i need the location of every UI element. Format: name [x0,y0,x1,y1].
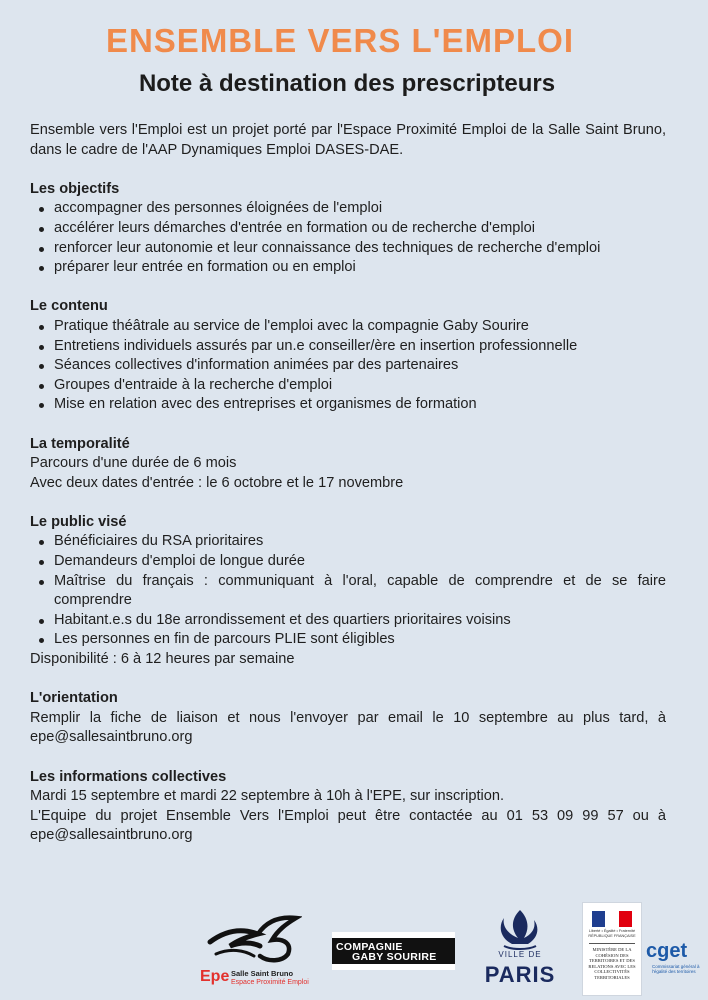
informations-text: Mardi 15 septembre et mardi 22 septembre à 10h à l'EPE, sur inscription. [30,788,505,805]
section-heading: L'orientation [30,690,118,707]
document-subtitle: Note à destination des prescripteurs [138,70,556,97]
cget-logo-sub: Commissariat général à l'égalité des territoires [652,964,700,975]
section-heading: Les objectifs [30,180,120,197]
intro-paragraph: Ensemble vers l'Emploi est un projet porté par l'Espace Proximité Emploi de la Salle Saint Bruno, dans le cadre de l'AAP Dynamiques Emploi DASES-DAE. [30,122,666,158]
section-heading: Le public visé [30,513,127,530]
paris-ship-icon [482,908,558,950]
partner-logos [0,898,708,1000]
list-item: Maîtrise du français : communiquant à l'oral, capable de comprendre et de se faire comprendre [54,572,666,611]
availability-note: Disponibilité : 6 à 12 heures par semaine [30,651,295,668]
ministere-logo [582,902,642,996]
section-temporalite [30,435,666,494]
contact-paragraph: L'Equipe du projet Ensemble Vers l'Emploi peut être contactée au 01 53 09 99 57 ou à epe@sallesaintbruno.org [30,807,666,844]
epe-logo-word: Epe [200,968,230,985]
document-body [30,121,666,846]
list-item: Séances collectives d'information animées par des partenaires [54,356,666,376]
cget-logo-word: cget [646,940,688,962]
orientation-text: Remplir la fiche de liaison et nous l'envoyer par email le 10 septembre au plus tard, à epe@sallesaintbruno.org [30,709,666,746]
ministere-text: MINISTÈRE DE LA COHÉSION DES TERRITOIRES ET DES RELATIONS AVEC LES COLLECTIVITÉS TERRITORIALES [588,947,636,980]
section-informations [30,768,666,807]
list-item: Les personnes en fin de parcours PLIE sont éligibles [54,630,666,650]
section-contenu [30,297,666,415]
section-orientation [30,689,666,748]
list-item: Groupes d'entraide à la recherche d'emploi [54,376,666,396]
objectifs-list [30,199,666,277]
contenu-list [30,317,666,415]
document-title: ENSEMBLE VERS L'EMPLOI [105,22,575,59]
bird-icon [206,912,302,968]
epe-logo-line2: Espace Proximité Emploi [231,979,309,986]
list-item: Demandeurs d'emploi de longue durée [54,552,666,572]
public-list [30,532,666,650]
list-item: Bénéficiaires du RSA prioritaires [54,532,666,552]
temporalite-line: Avec deux dates d'entrée : le 6 octobre et le 17 novembre [30,474,404,491]
list-item: Entretiens individuels assurés par un.e conseiller/ère en insertion professionnelle [54,337,666,357]
french-flag-icon [592,911,632,927]
section-heading: La temporalité [30,435,130,452]
ministere-divider [589,943,635,944]
list-item: préparer leur entrée en formation ou en emploi [54,258,666,278]
section-objectifs [30,180,666,278]
gaby-logo-line2: GABY SOURIRE [352,951,437,963]
gaby-sourire-logo [332,932,455,970]
paris-logo-line1: VILLE DE [498,950,542,959]
list-item: accélérer leurs démarches d'entrée en formation ou de recherche d'emploi [54,219,666,239]
list-item: accompagner des personnes éloignées de l'emploi [54,199,666,219]
gaby-logo-line1: COMPAGNIE [336,941,403,953]
list-item: Pratique théâtrale au service de l'emploi avec la compagnie Gaby Sourire [54,317,666,337]
ville-de-paris-logo [482,908,558,994]
gaby-logo-band [332,938,455,964]
section-heading: Les informations collectives [30,768,227,785]
temporalite-line: Parcours d'une durée de 6 mois [30,455,237,472]
list-item: Habitant.e.s du 18e arrondissement et des quartiers prioritaires voisins [54,611,666,631]
section-public [30,513,666,670]
paris-logo-line2: PARIS [484,962,556,987]
epe-logo-line1: Salle Saint Bruno [231,969,294,978]
cget-logo [646,940,700,992]
list-item: renforcer leur autonomie et leur connaissance des techniques de recherche d'emploi [54,239,666,259]
epe-logo [198,912,308,990]
section-heading: Le contenu [30,298,108,315]
republique-francaise-text: Liberté • Égalité • Fraternité RÉPUBLIQUE FRANÇAISE [588,929,636,938]
list-item: Mise en relation avec des entreprises et organismes de formation [54,395,666,415]
